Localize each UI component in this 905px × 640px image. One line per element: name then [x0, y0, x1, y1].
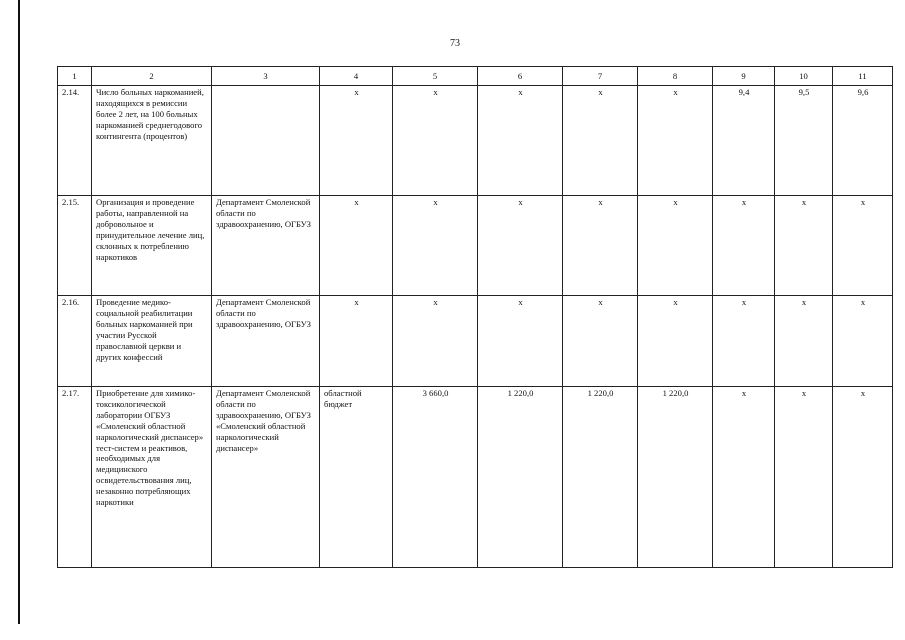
measure-name: Приобретение для химико-токсикологической лаборатории ОГБУЗ «Смоленский областной наркологический диспансер» тест-систем и реактивов, необходимых для медицинского освидетельствования лиц, незаконно потребляющих наркотики — [92, 387, 212, 568]
executor: Департамент Смоленской области по здравоохранению, ОГБУЗ — [212, 196, 320, 296]
funding-source: х — [320, 296, 393, 387]
funding-total: х — [393, 296, 478, 387]
funding-year-3: х — [638, 86, 713, 196]
funding-year-1: х — [478, 296, 563, 387]
funding-year-1: х — [478, 86, 563, 196]
funding-year-2: х — [563, 196, 638, 296]
funding-total: х — [393, 196, 478, 296]
funding-total: 3 660,0 — [393, 387, 478, 568]
funding-source: х — [320, 86, 393, 196]
executor — [212, 86, 320, 196]
table-row — [58, 387, 893, 568]
funding-total: х — [393, 86, 478, 196]
row-number: 2.17. — [58, 387, 92, 568]
row-number: 2.14. — [58, 86, 92, 196]
binding-margin-line — [18, 0, 20, 624]
indicator-year-1: х — [713, 387, 775, 568]
funding-year-2: х — [563, 296, 638, 387]
indicator-year-3: х — [833, 387, 893, 568]
column-header: 6 — [478, 67, 563, 86]
indicator-year-2: х — [775, 296, 833, 387]
indicator-year-3: х — [833, 196, 893, 296]
indicator-year-2: 9,5 — [775, 86, 833, 196]
measure-name: Проведение медико-социальной реабилитации больных наркоманией при участии Русской православной церкви и других конфессий — [92, 296, 212, 387]
column-header: 7 — [563, 67, 638, 86]
funding-year-3: х — [638, 196, 713, 296]
indicator-year-1: х — [713, 296, 775, 387]
program-measures-table — [57, 66, 893, 568]
funding-source: х — [320, 196, 393, 296]
indicator-year-3: х — [833, 296, 893, 387]
funding-year-1: 1 220,0 — [478, 387, 563, 568]
column-header: 5 — [393, 67, 478, 86]
page-number: 73 — [450, 38, 460, 49]
column-header: 8 — [638, 67, 713, 86]
funding-year-3: х — [638, 296, 713, 387]
table-row — [58, 296, 893, 387]
funding-year-2: 1 220,0 — [563, 387, 638, 568]
measure-name: Число больных наркоманией, находящихся в ремиссии более 2 лет, на 100 больных наркоманией среднегодового контингента (процентов) — [92, 86, 212, 196]
measure-name: Организация и проведение работы, направленной на добровольное и принудительное лечение лиц, склонных к потреблению наркотиков — [92, 196, 212, 296]
column-number-row — [58, 67, 893, 86]
table-row — [58, 196, 893, 296]
column-header: 2 — [92, 67, 212, 86]
row-number: 2.15. — [58, 196, 92, 296]
indicator-year-1: 9,4 — [713, 86, 775, 196]
column-header: 11 — [833, 67, 893, 86]
indicator-year-2: х — [775, 387, 833, 568]
executor: Департамент Смоленской области по здравоохранению, ОГБУЗ «Смоленский областной наркологический диспансер» — [212, 387, 320, 568]
indicator-year-3: 9,6 — [833, 86, 893, 196]
indicator-year-1: х — [713, 196, 775, 296]
funding-year-3: 1 220,0 — [638, 387, 713, 568]
funding-year-1: х — [478, 196, 563, 296]
indicator-year-2: х — [775, 196, 833, 296]
column-header: 3 — [212, 67, 320, 86]
column-header: 1 — [58, 67, 92, 86]
executor: Департамент Смоленской области по здравоохранению, ОГБУЗ — [212, 296, 320, 387]
column-header: 4 — [320, 67, 393, 86]
funding-source: областной бюджет — [320, 387, 393, 568]
column-header: 9 — [713, 67, 775, 86]
column-header: 10 — [775, 67, 833, 86]
table-row — [58, 86, 893, 196]
row-number: 2.16. — [58, 296, 92, 387]
funding-year-2: х — [563, 86, 638, 196]
